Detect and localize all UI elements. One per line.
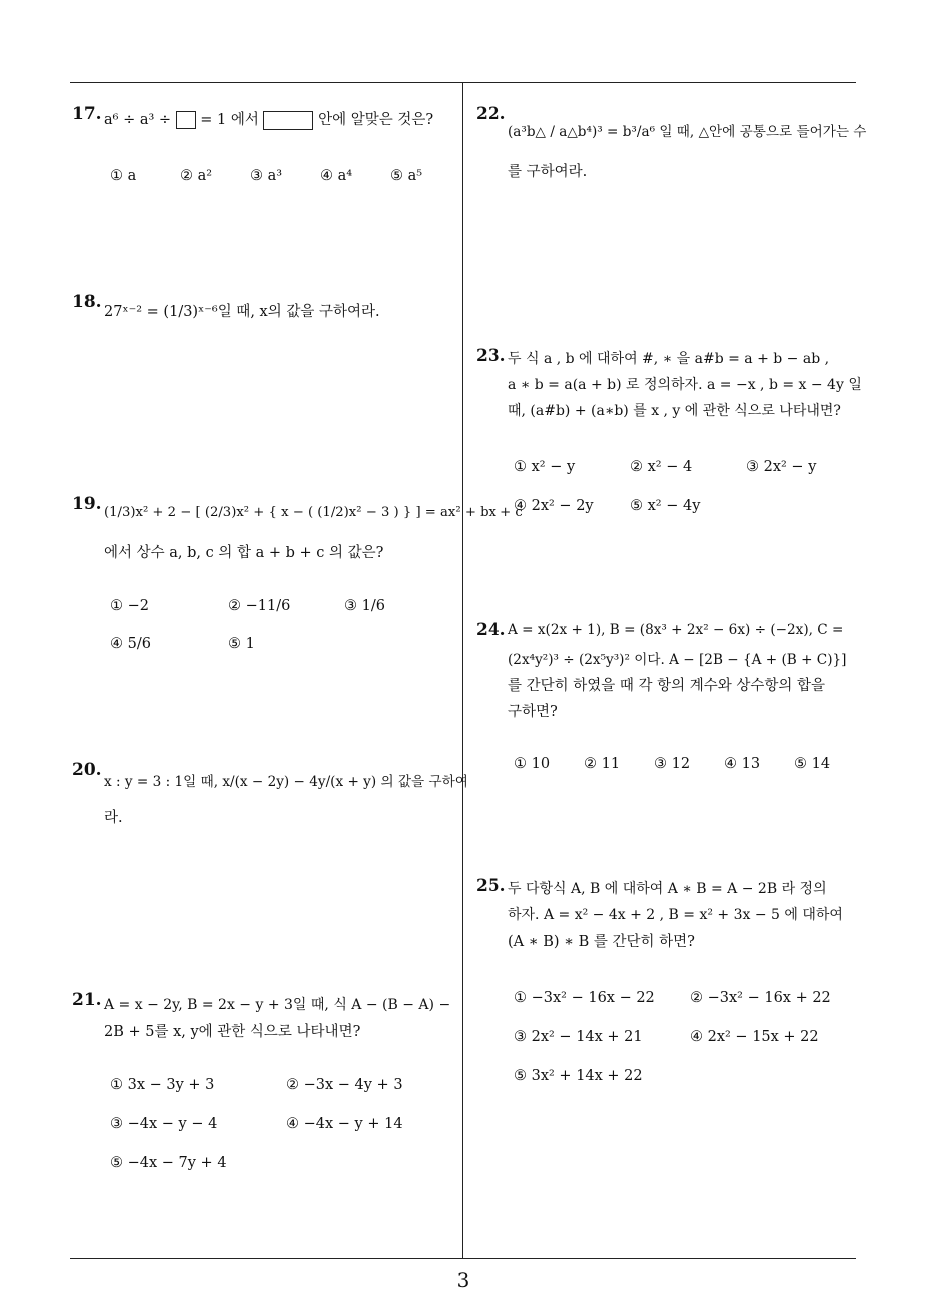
problem-24-line2: (2x⁴y²)³ ÷ (2x⁵y³)² 이다. A − [2B − {A + (B + C)}] [508, 652, 847, 668]
problem-17-stem: a⁶ ÷ a³ ÷ = 1 에서 안에 알맞은 것은? [104, 112, 434, 128]
choice-4[interactable]: ④ −4x − y + 14 [286, 1116, 403, 1132]
problem-number: 23. [476, 346, 506, 366]
choice-2[interactable]: ② 11 [584, 756, 621, 772]
problem-22 [476, 104, 506, 124]
problem-24-line4: 구하면? [508, 704, 558, 720]
problem-24-line3: 를 간단히 하였을 때 각 항의 계수와 상수항의 합을 [508, 678, 826, 694]
choice-5[interactable]: ⑤ 3x² + 14x + 22 [514, 1068, 643, 1084]
choice-5[interactable]: ⑤ −4x − 7y + 4 [110, 1155, 227, 1171]
choice-3[interactable]: ③ 12 [654, 756, 691, 772]
choice-5[interactable]: ⑤ a⁵ [390, 168, 423, 184]
choice-1[interactable]: ① x² − y [514, 459, 576, 475]
choice-3[interactable]: ③ 2x² − y [746, 459, 817, 475]
choice-2[interactable]: ② a² [180, 168, 213, 184]
choice-2[interactable]: ② −3x² − 16x + 22 [690, 990, 831, 1006]
choice-3[interactable]: ③ −4x − y − 4 [110, 1116, 218, 1132]
choice-1[interactable]: ① 10 [514, 756, 551, 772]
page-number: 3 [456, 1268, 470, 1292]
choice-5[interactable]: ⑤ x² − 4y [630, 498, 701, 514]
problem-18-stem: 27ˣ⁻² = (1/3)ˣ⁻⁶일 때, x의 값을 구하여라. [104, 304, 380, 320]
problem-number: 21. [72, 990, 102, 1010]
problem-20-line1: x : y = 3 : 1일 때, x/(x − 2y) − 4y/(x + y) 의 값을 구하여 [104, 774, 468, 790]
choice-2[interactable]: ② −11/6 [228, 598, 291, 614]
problem-21-line2: 2B + 5를 x, y에 관한 식으로 나타내면? [104, 1024, 361, 1040]
problem-24-line1: A = x(2x + 1), B = (8x³ + 2x² − 6x) ÷ (−2x), C = [508, 622, 844, 638]
problem-number: 20. [72, 760, 102, 780]
choice-5[interactable]: ⑤ 1 [228, 636, 255, 652]
choice-1[interactable]: ① −3x² − 16x − 22 [514, 990, 655, 1006]
top-rule [70, 82, 856, 83]
blank-box-small [176, 111, 196, 129]
choice-3[interactable]: ③ 1/6 [344, 598, 385, 614]
problem-21-line1: A = x − 2y, B = 2x − y + 3일 때, 식 A − (B − A) − [104, 997, 451, 1013]
choice-4[interactable]: ④ 2x² − 15x + 22 [690, 1029, 819, 1045]
problem-19-line2: 에서 상수 a, b, c 의 합 a + b + c 의 값은? [104, 545, 384, 561]
problem-22-line1: (a³b△ / a△b⁴)³ = b³/a⁶ 일 때, △안에 공통으로 들어가는 수 [508, 124, 867, 140]
problem-number: 24. [476, 620, 506, 640]
problem-20 [72, 760, 102, 780]
problem-number: 22. [476, 104, 506, 124]
problem-24 [476, 620, 506, 640]
problem-number: 18. [72, 292, 102, 312]
bottom-rule [70, 1258, 856, 1259]
choice-4[interactable]: ④ 5/6 [110, 636, 151, 652]
problem-23 [476, 346, 506, 366]
problem-23-line2: a ∗ b = a(a + b) 로 정의하자. a = −x , b = x − 4y 일 [508, 377, 862, 393]
choice-5[interactable]: ⑤ 14 [794, 756, 831, 772]
problem-22-line2: 를 구하여라. [508, 164, 588, 180]
choice-3[interactable]: ③ a³ [250, 168, 283, 184]
problem-19-line1: (1/3)x² + 2 − [ (2/3)x² + { x − ( (1/2)x² − 3 ) } ] = ax² + bx + c [104, 505, 523, 520]
column-divider [462, 82, 463, 1258]
problem-17 [72, 104, 102, 124]
problem-23-line1: 두 식 a , b 에 대하여 #, ∗ 을 a#b = a + b − ab , [508, 351, 830, 367]
choice-4[interactable]: ④ a⁴ [320, 168, 353, 184]
choice-1[interactable]: ① 3x − 3y + 3 [110, 1077, 215, 1093]
choice-2[interactable]: ② −3x − 4y + 3 [286, 1077, 403, 1093]
problem-20-line2: 라. [104, 810, 123, 826]
choice-4[interactable]: ④ 13 [724, 756, 761, 772]
choice-2[interactable]: ② x² − 4 [630, 459, 693, 475]
problem-25-line2: 하자. A = x² − 4x + 2 , B = x² + 3x − 5 에 대하여 [508, 907, 843, 923]
problem-number: 17. [72, 104, 102, 124]
choice-3[interactable]: ③ 2x² − 14x + 21 [514, 1029, 643, 1045]
choice-1[interactable]: ① a [110, 168, 137, 184]
problem-25 [476, 876, 506, 896]
choice-1[interactable]: ① −2 [110, 598, 149, 614]
problem-23-line3: 때, (a#b) + (a∗b) 를 x , y 에 관한 식으로 나타내면? [508, 403, 841, 419]
problem-25-line3: (A ∗ B) ∗ B 를 간단히 하면? [508, 934, 695, 950]
problem-25-line1: 두 다항식 A, B 에 대하여 A ∗ B = A − 2B 라 정의 [508, 881, 827, 897]
problem-number: 19. [72, 494, 102, 514]
problem-18 [72, 292, 102, 312]
problem-21 [72, 990, 102, 1010]
problem-19 [72, 494, 102, 514]
problem-number: 25. [476, 876, 506, 896]
choice-4[interactable]: ④ 2x² − 2y [514, 498, 594, 514]
blank-box-large [263, 111, 313, 130]
